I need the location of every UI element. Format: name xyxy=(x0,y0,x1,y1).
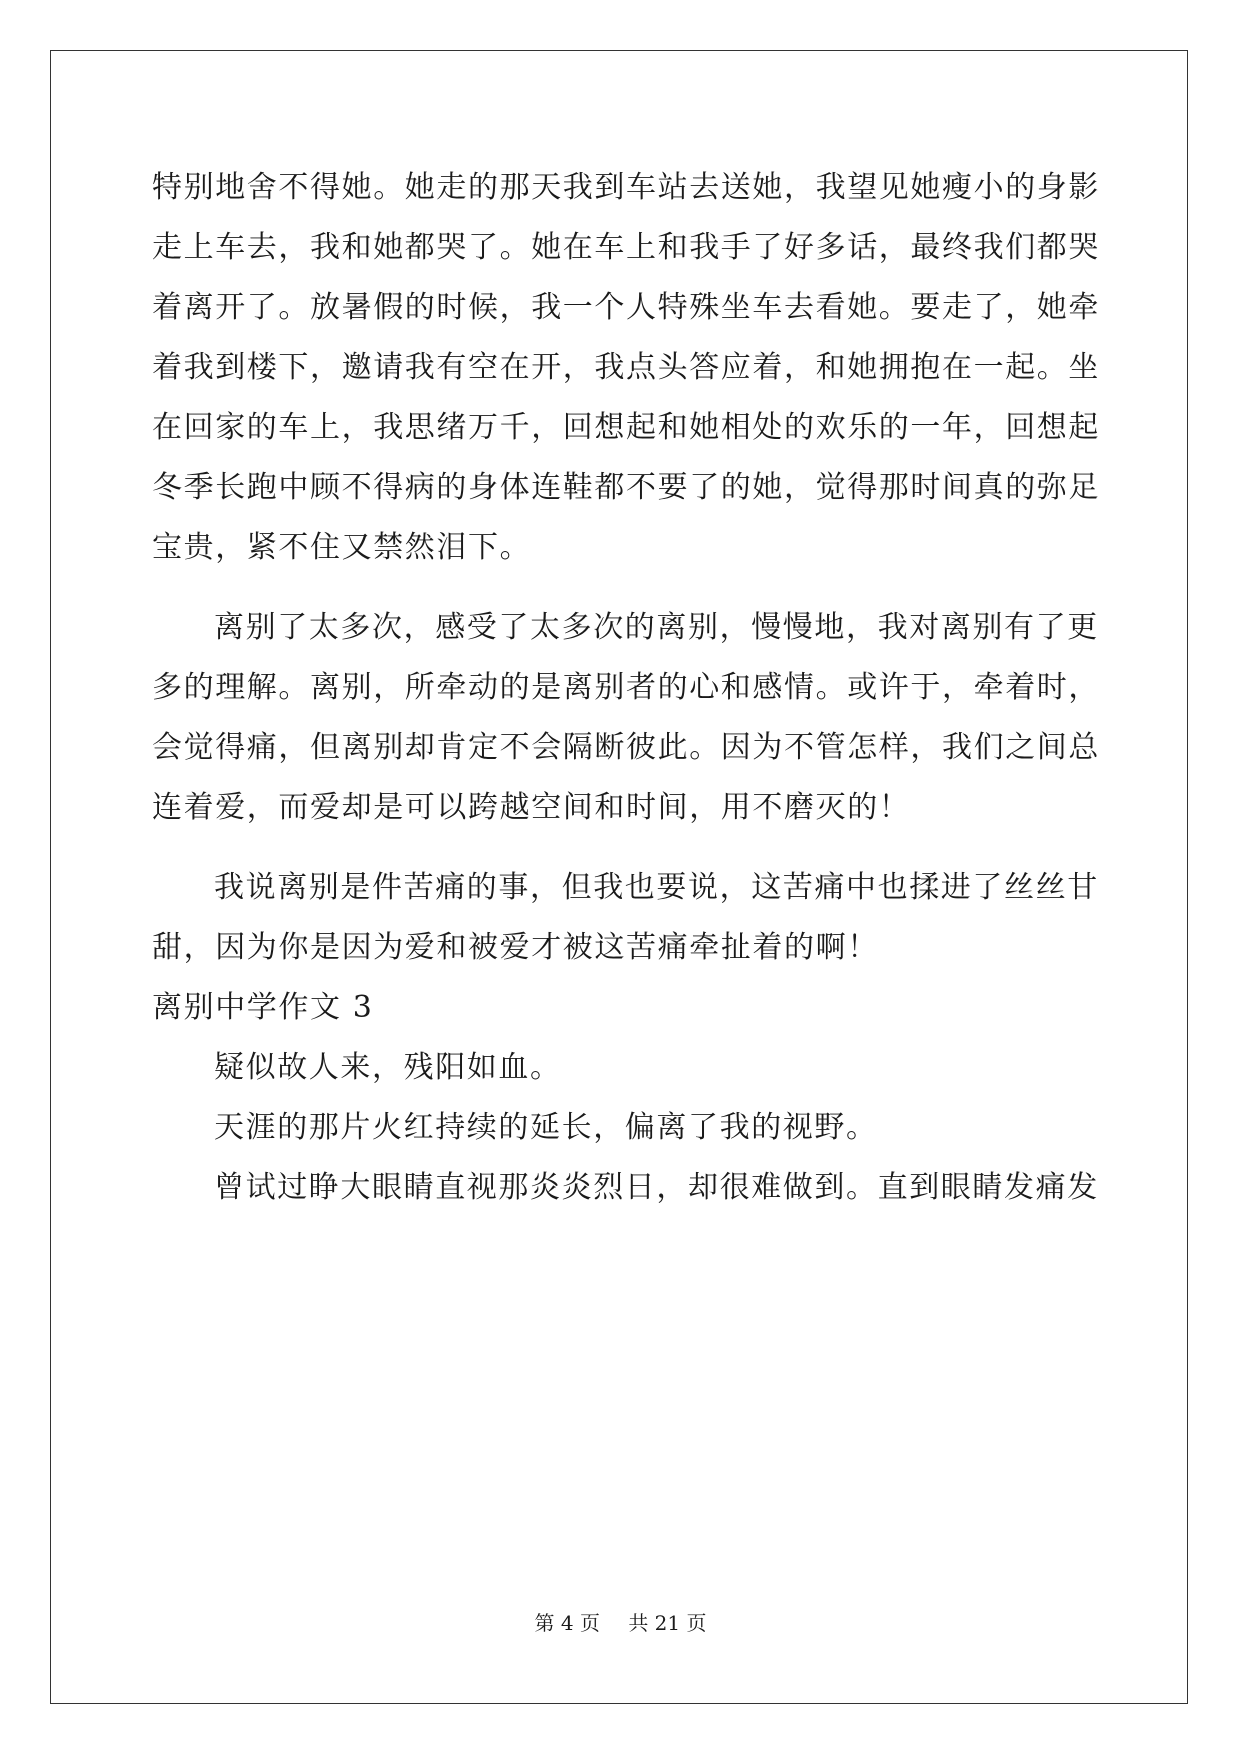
page-footer xyxy=(0,1611,1241,1635)
page-total: 共 21 页 xyxy=(628,1611,707,1635)
text-line: 着离开了。放暑假的时候，我一个人特殊坐车去看她。要走了，她牵 xyxy=(152,290,1100,325)
page-number: 第 4 页 xyxy=(534,1611,600,1635)
text-line: 会觉得痛，但离别却肯定不会隔断彼此。因为不管怎样，我们之间总 xyxy=(152,730,1100,765)
paragraph-first-line: 天涯的那片火红持续的延长，偏离了我的视野。 xyxy=(214,1110,878,1145)
text-line: 冬季长跑中顾不得病的身体连鞋都不要了的她，觉得那时间真的弥足 xyxy=(152,470,1100,505)
text-line: 连着爱，而爱却是可以跨越空间和时间，用不磨灭的！ xyxy=(152,790,911,825)
paragraph-first-line: 曾试过睁大眼睛直视那炎炎烈日，却很难做到。直到眼睛发痛发 xyxy=(214,1170,1099,1205)
text-line: 走上车去，我和她都哭了。她在车上和我手了好多话，最终我们都哭 xyxy=(152,230,1100,265)
paragraph-first-line: 疑似故人来，残阳如血。 xyxy=(214,1050,562,1085)
paragraph-first-line: 离别了太多次，感受了太多次的离别，慢慢地，我对离别有了更 xyxy=(214,610,1099,645)
text-line: 特别地舍不得她。她走的那天我到车站去送她，我望见她瘦小的身影 xyxy=(152,170,1100,205)
paragraph-first-line: 我说离别是件苦痛的事，但我也要说，这苦痛中也揉进了丝丝甘 xyxy=(214,870,1099,905)
text-line: 多的理解。离别，所牵动的是离别者的心和感情。或许于，牵着时， xyxy=(152,670,1100,705)
section-heading: 离别中学作文 3 xyxy=(152,990,374,1025)
text-line: 着我到楼下，邀请我有空在开，我点头答应着，和她拥抱在一起。坐 xyxy=(152,350,1100,385)
text-line: 在回家的车上，我思绪万千，回想起和她相处的欢乐的一年，回想起 xyxy=(152,410,1100,445)
text-line: 甜，因为你是因为爱和被爱才被这苦痛牵扯着的啊！ xyxy=(152,930,879,965)
text-line: 宝贵，紧不住又禁然泪下。 xyxy=(152,530,532,565)
